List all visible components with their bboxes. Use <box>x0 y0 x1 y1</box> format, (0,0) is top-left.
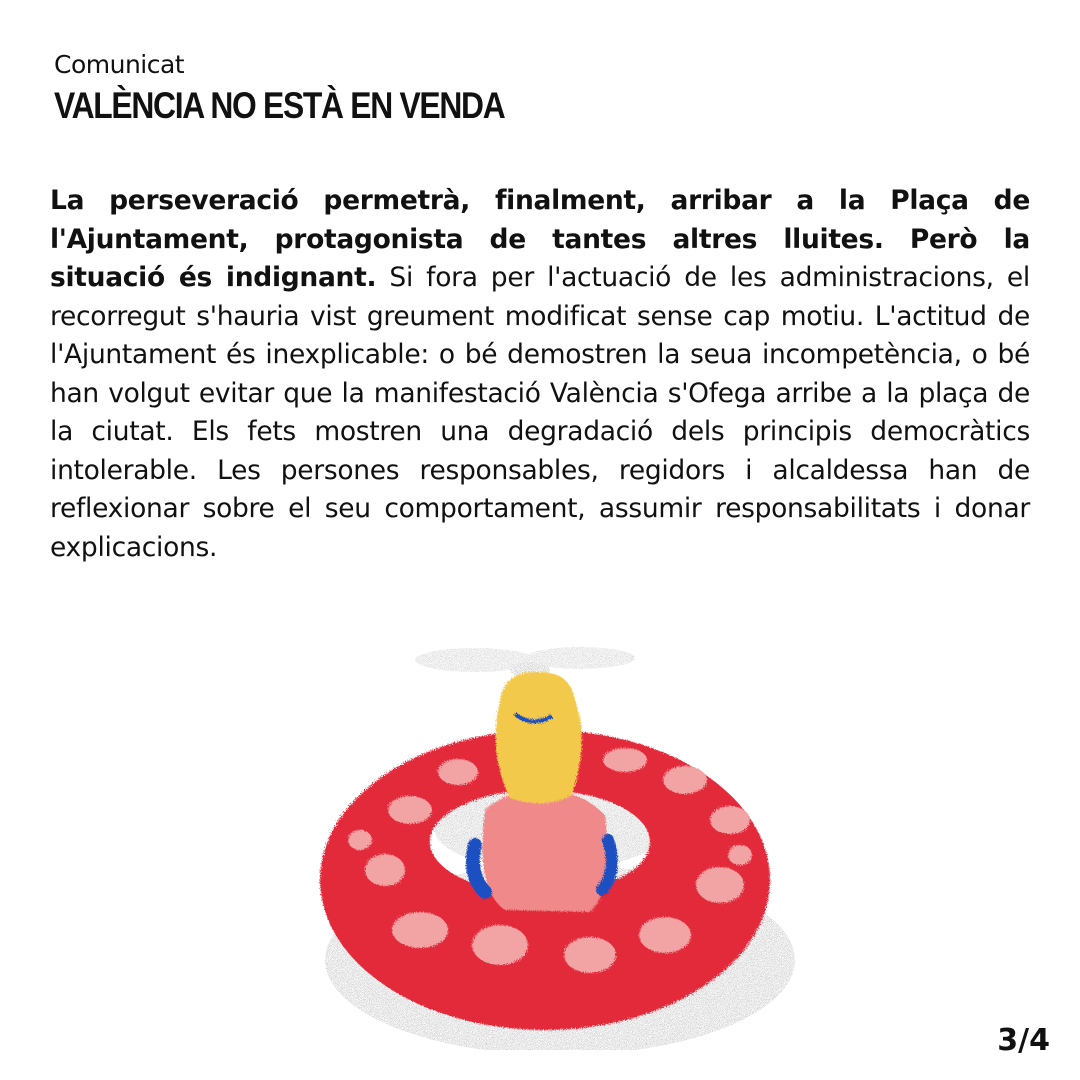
statement-regular-text: Si fora per l'actuació de les administracions, el recorregut s'hauria vist greument modificat sense cap motiu. L'actitud de l'Ajuntament és inexplicable: o bé demostren la seua incompetència, o bé han volgut evitar que la manifestació València s'Ofega arribe a la plaça de la ciutat. Els fets mostren una degradació dels principis democràtics intolerable. Les persones responsables, regidors i alcaldessa han de reflexionar sobre el seu comportament, assumir responsabilitats i donar explicacions. <box>50 262 1030 563</box>
page-indicator: 3/4 <box>997 1023 1050 1058</box>
header-title: VALÈNCIA NO ESTÀ EN VENDA <box>54 85 505 126</box>
header-kicker: Comunicat <box>54 50 185 79</box>
statement-bold-lead: La perseveració permetrà, finalment, arribar a la Plaça de l'Ajuntament, protagonista de tantes altres lluites. Però la situació és indignant. <box>50 185 1030 293</box>
swim-ring-illustration <box>290 630 810 1050</box>
statement-paragraph <box>50 182 1030 567</box>
